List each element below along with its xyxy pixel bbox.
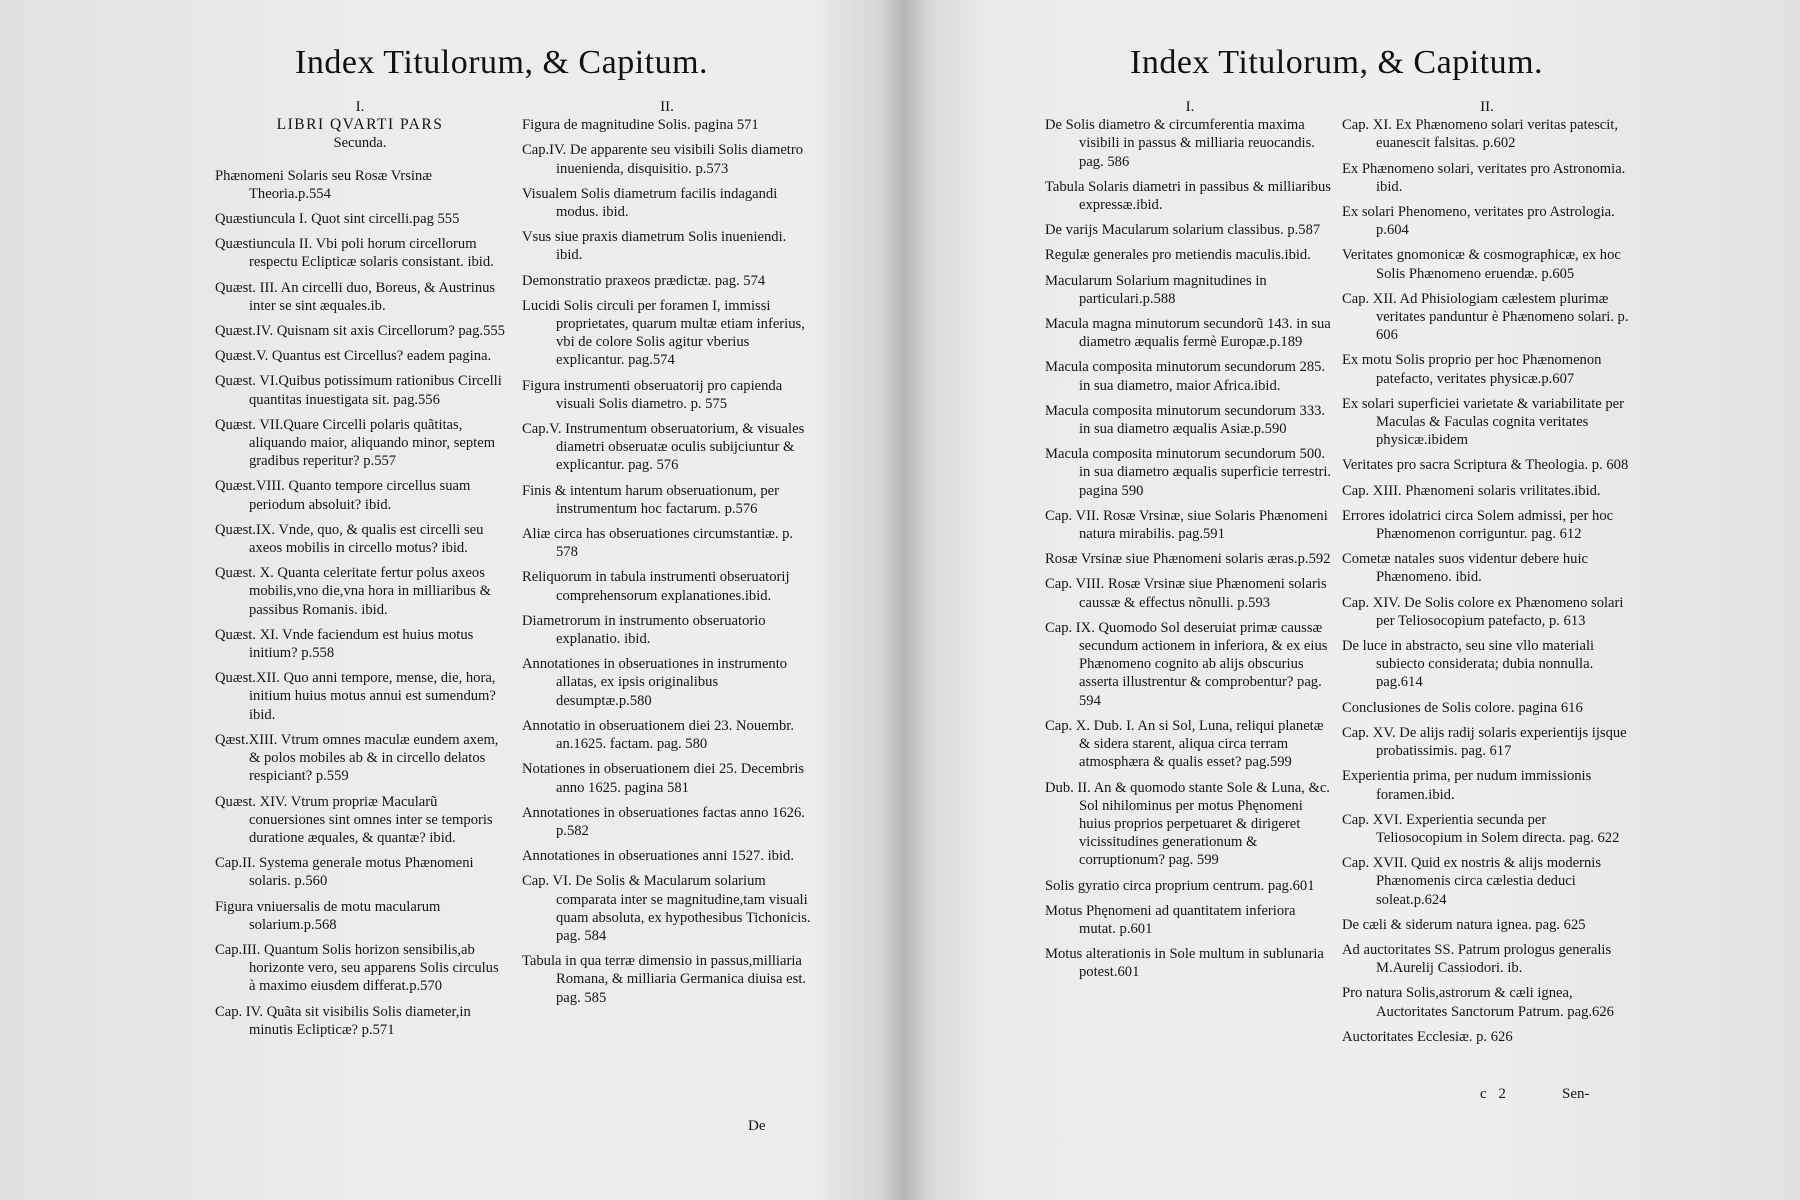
- index-entry: Annotationes in obseruationes factas anno 1626. p.582: [522, 804, 805, 839]
- index-entry: Ad auctoritates SS. Patrum prologus generalis M.Aurelij Cassiodori. ib.: [1342, 941, 1612, 977]
- index-entry: Quæst. III. An circelli duo, Boreus, & Austrinus inter se sint æquales.ib.: [215, 279, 496, 314]
- index-entry: Motus alterationis in Sole multum in sublunaria potest.601: [1045, 946, 1324, 981]
- index-entry: Quæst.IX. Vnde, quo, & qualis est circelli seu axeos mobilis in circello motus? ibid.: [215, 521, 484, 557]
- column-2: [522, 98, 812, 1014]
- entry-list: [215, 167, 505, 1039]
- index-entry: Experientia prima, per nudum immissionis foramen.ibid.: [1342, 768, 1592, 803]
- index-entry: Dub. II. An & quomodo stante Sole & Luna, &c. Sol nihilominus per motus Phęnomeni huius proprios perpetuaret & dirigeret vicissitudines generationum & corruptionum? pag. 599: [1045, 779, 1330, 869]
- signature-mark: c 2: [1480, 1086, 1510, 1102]
- index-entry: Cap. IV. Quãta sit visibilis Solis diameter,in minutis Eclipticæ? p.571: [215, 1003, 471, 1038]
- index-entry: Quæst. X. Quanta celeritate fertur polus axeos mobilis,vno die,vna hora in milliaribus & passibus Romanis. ibid.: [215, 565, 491, 618]
- index-entry: Quæst.IV. Quisnam sit axis Circellorum? pag.555: [215, 323, 505, 340]
- index-entry: Annotationes in obseruationes in instrumento allatas, ex ipsis originalibus desumptæ.p.580: [522, 656, 788, 709]
- index-entry: Demonstratio praxeos prædictæ. pag. 574: [522, 272, 766, 289]
- index-entry: Cap. X. Dub. I. An si Sol, Luna, reliqui planetæ & sidera starent, aliqua circa terram atmosphæra & qualis esset? pag.599: [1045, 717, 1324, 771]
- index-entry: Quæst. VII.Quare Circelli polaris quãtitas, aliquando maior, aliquando minor, septem gradibus reperitur? p.557: [215, 416, 496, 470]
- index-entry: De varijs Macularum solarium classibus. p.587: [1045, 222, 1321, 239]
- index-entry: Quæst. XIV. Vtrum propriæ Macularũ conuersiones sint omnes inter se temporis duratione æquales, & quantæ? ibid.: [215, 793, 493, 846]
- entry-list: [1045, 116, 1335, 981]
- column-1: [1045, 98, 1335, 989]
- index-entry: Reliquorum in tabula instrumenti obseruatorij comprehensorum explanationes.ibid.: [522, 569, 790, 604]
- index-entry: Cap. XI. Ex Phænomeno solari veritas patescit, euanescit falsitas. p.602: [1342, 117, 1619, 152]
- index-entry: Macula magna minutorum secundorũ 143. in sua diametro æqualis fermè Europæ.p.189: [1045, 316, 1331, 351]
- index-entry: Aliæ circa has obseruationes circumstantiæ. p. 578: [522, 526, 794, 561]
- index-entry: Figura instrumenti obseruatorij pro capienda visuali Solis diametro. p. 575: [522, 377, 783, 412]
- index-entry: Cap. VII. Rosæ Vrsinæ, siue Solaris Phænomeni natura mirabilis. pag.591: [1045, 507, 1328, 543]
- index-entry: Ex solari superficiei varietate & variabilitate per Maculas & Faculas cognita veritates physicæ.ibidem: [1342, 395, 1625, 449]
- column-heading: II.: [660, 99, 674, 115]
- right-page: [900, 0, 1800, 1200]
- index-entry: Tabula Solaris diametri in passibus & milliaribus expressæ.ibid.: [1045, 178, 1331, 214]
- index-entry: Cap.IV. De apparente seu visibili Solis diametro inuenienda, disquisitio. p.573: [522, 142, 804, 177]
- entry-list: [522, 116, 812, 1007]
- index-entry: Cometæ natales suos videntur debere huic Phænomeno. ibid.: [1342, 551, 1589, 586]
- index-entry: Quæst. XI. Vnde faciendum est huius motus initium? p.558: [215, 626, 474, 662]
- index-entry: Quæst.XII. Quo anni tempore, mense, die, hora, initium huius motus annui est sumendum? ibid.: [215, 670, 496, 723]
- section-title: LIBRI QVARTI PARS: [276, 116, 444, 134]
- index-entry: De Solis diametro & circumferentia maxima visibili in passus & milliaria reuocandis. pag. 586: [1045, 117, 1315, 170]
- index-entry: Quæstiuncula II. Vbi poli horum circellorum respectu Eclipticæ solaris consistant. ibid.: [215, 236, 494, 271]
- index-entry: Pro natura Solis,astrorum & cæli ignea, Auctoritates Sanctorum Patrum. pag.626: [1342, 985, 1614, 1020]
- index-entry: Cap. XIII. Phænomeni solaris vrilitates.ibid.: [1342, 482, 1601, 499]
- index-entry: Cap. VIII. Rosæ Vrsinæ siue Phænomeni solaris caussæ & effectus nõnulli. p.593: [1045, 576, 1327, 611]
- index-entry: Finis & intentum harum obseruationum, per instrumentum hoc factarum. p.576: [522, 482, 779, 517]
- index-entry: Quæst.VIII. Quanto tempore circellus suam periodum absoluit? ibid.: [215, 478, 471, 513]
- index-entry: Visualem Solis diametrum facilis indagandi modus. ibid.: [522, 185, 778, 221]
- column-heading: II.: [1480, 99, 1494, 115]
- index-entry: Figura de magnitudine Solis. pagina 571: [522, 117, 759, 134]
- index-entry: Rosæ Vrsinæ siue Phænomeni solaris æras.p.592: [1045, 551, 1331, 568]
- page-title: Index Titulorum, & Capitum.: [295, 44, 709, 81]
- column-heading: I.: [1185, 99, 1195, 115]
- index-entry: Macularum Solarium magnitudines in particulari.p.588: [1045, 272, 1267, 307]
- index-entry: Regulæ generales pro metiendis maculis.ibid.: [1045, 247, 1311, 264]
- index-entry: Annotatio in obseruationem diei 23. Nouembr. an.1625. factam. pag. 580: [522, 717, 794, 753]
- index-entry: Cap. VI. De Solis & Macularum solarium comparata inter se magnitudine,tam visuali quam absoluta, ex hypothesibus Tichonicis. pag. 584: [522, 873, 811, 944]
- entry-list: [1342, 116, 1632, 1046]
- index-entry: Ex Phænomeno solari, veritates pro Astronomia. ibid.: [1342, 160, 1626, 195]
- index-entry: Cap.V. Instrumentum obseruatorium, & visuales diametri obseruatæ oculis subijciuntur & explicantur. pag. 576: [522, 421, 805, 474]
- index-entry: Cap. XVI. Experientia secunda per Teliosocopium in Solem directa. pag. 622: [1342, 811, 1620, 846]
- index-entry: Lucidi Solis circuli per foramen I, immissi proprietates, quarum multæ etiam inferius, vbi de colore Solis agitur vberius explicantur. pag.574: [522, 297, 805, 369]
- index-entry: Figura vniuersalis de motu macularum solarium.p.568: [215, 898, 441, 933]
- index-entry: Cap. XV. De alijs radij solaris experientijs ijsque probatissimis. pag. 617: [1342, 724, 1627, 760]
- index-entry: Auctoritates Ecclesiæ. p. 626: [1342, 1028, 1513, 1045]
- index-entry: Phænomeni Solaris seu Rosæ Vrsinæ Theoria.p.554: [215, 167, 432, 202]
- index-entry: Solis gyratio circa proprium centrum. pag.601: [1045, 877, 1315, 894]
- index-entry: Notationes in obseruationem diei 25. Decembris anno 1625. pagina 581: [522, 761, 805, 796]
- index-entry: Annotationes in obseruationes anni 1527. ibid.: [522, 848, 794, 865]
- index-entry: Conclusiones de Solis colore. pagina 616: [1342, 699, 1583, 716]
- index-entry: Cap. XIV. De Solis colore ex Phænomeno solari per Teliosocopium patefacto, p. 613: [1342, 594, 1624, 629]
- index-entry: De cæli & siderum natura ignea. pag. 625: [1342, 916, 1586, 933]
- index-entry: Tabula in qua terræ dimensio in passus,milliaria Romana, & milliaria Germanica diuisa est. pag. 585: [522, 953, 807, 1006]
- index-entry: Veritates pro sacra Scriptura & Theologia. p. 608: [1342, 457, 1629, 474]
- column-heading: I.: [355, 99, 365, 115]
- index-entry: Motus Phęnomeni ad quantitatem inferiora mutat. p.601: [1045, 902, 1296, 937]
- index-entry: Ex motu Solis proprio per hoc Phænomenon patefacto, veritates physicæ.p.607: [1342, 352, 1602, 387]
- index-entry: Veritates gnomonicæ & cosmographicæ, ex hoc Solis Phænomeno eruendæ. p.605: [1342, 247, 1621, 282]
- index-entry: Cap. XVII. Quid ex nostris & alijs modernis Phænomenis circa cælestia deduci soleat.p.624: [1342, 855, 1602, 908]
- index-entry: Macula composita minutorum secundorum 285. in sua diametro, maior Africa.ibid.: [1045, 359, 1326, 394]
- index-entry: Cap.III. Quantum Solis horizon sensibilis,ab horizonte vero, seu apparens Solis circulus à maximo eiusdem differat.p.570: [215, 941, 499, 995]
- index-entry: Vsus siue praxis diametrum Solis inueniendi. ibid.: [522, 229, 787, 264]
- index-entry: Quæst.V. Quantus est Circellus? eadem pagina.: [215, 348, 492, 365]
- section-subtitle: Secunda.: [333, 135, 387, 152]
- index-entry: Macula composita minutorum secundorum 500. in sua diametro æqualis superficie terrestri. pagina 590: [1045, 446, 1332, 499]
- index-entry: Cap. XII. Ad Phisiologiam cælestem plurimæ veritates panduntur è Phænomeno solari. p. 606: [1342, 290, 1629, 344]
- index-entry: Diametrorum in instrumento obseruatorio explanatio. ibid.: [522, 612, 766, 648]
- index-entry: Macula composita minutorum secundorum 333. in sua diametro æqualis Asiæ.p.590: [1045, 402, 1326, 438]
- index-entry: Qæst.XIII. Vtrum omnes maculæ eundem axem, & polos mobiles ab & in circello delatos respiciant? p.559: [215, 731, 499, 785]
- index-entry: Errores idolatrici circa Solem admissi, per hoc Phænomenon corriguntur. pag. 612: [1342, 507, 1614, 543]
- catchword: Sen-: [1562, 1086, 1590, 1102]
- index-entry: Quæstiuncula I. Quot sint circelli.pag 555: [215, 211, 460, 228]
- index-entry: Cap. IX. Quomodo Sol deseruiat primæ caussæ secundum actionem in inferiora, & ex eius Phænomeno cognito ab alijs obscurius asserta illustrentur & comprobentur? pag. 594: [1045, 619, 1328, 709]
- column-1: [215, 98, 505, 1046]
- index-entry: Quæst. VI.Quibus potissimum rationibus Circelli quantitas inuestigata sit. pag.556: [215, 373, 502, 408]
- page-title: Index Titulorum, & Capitum.: [1130, 44, 1544, 81]
- index-entry: De luce in abstracto, seu sine vllo materiali subiecto considerata; dubia nonnulla. pag.614: [1342, 638, 1595, 691]
- catchword: De: [748, 1118, 766, 1134]
- index-entry: Cap.II. Systema generale motus Phænomeni solaris. p.560: [215, 855, 474, 890]
- column-2: [1342, 98, 1632, 1053]
- index-entry: Ex solari Phenomeno, veritates pro Astrologia. p.604: [1342, 204, 1615, 239]
